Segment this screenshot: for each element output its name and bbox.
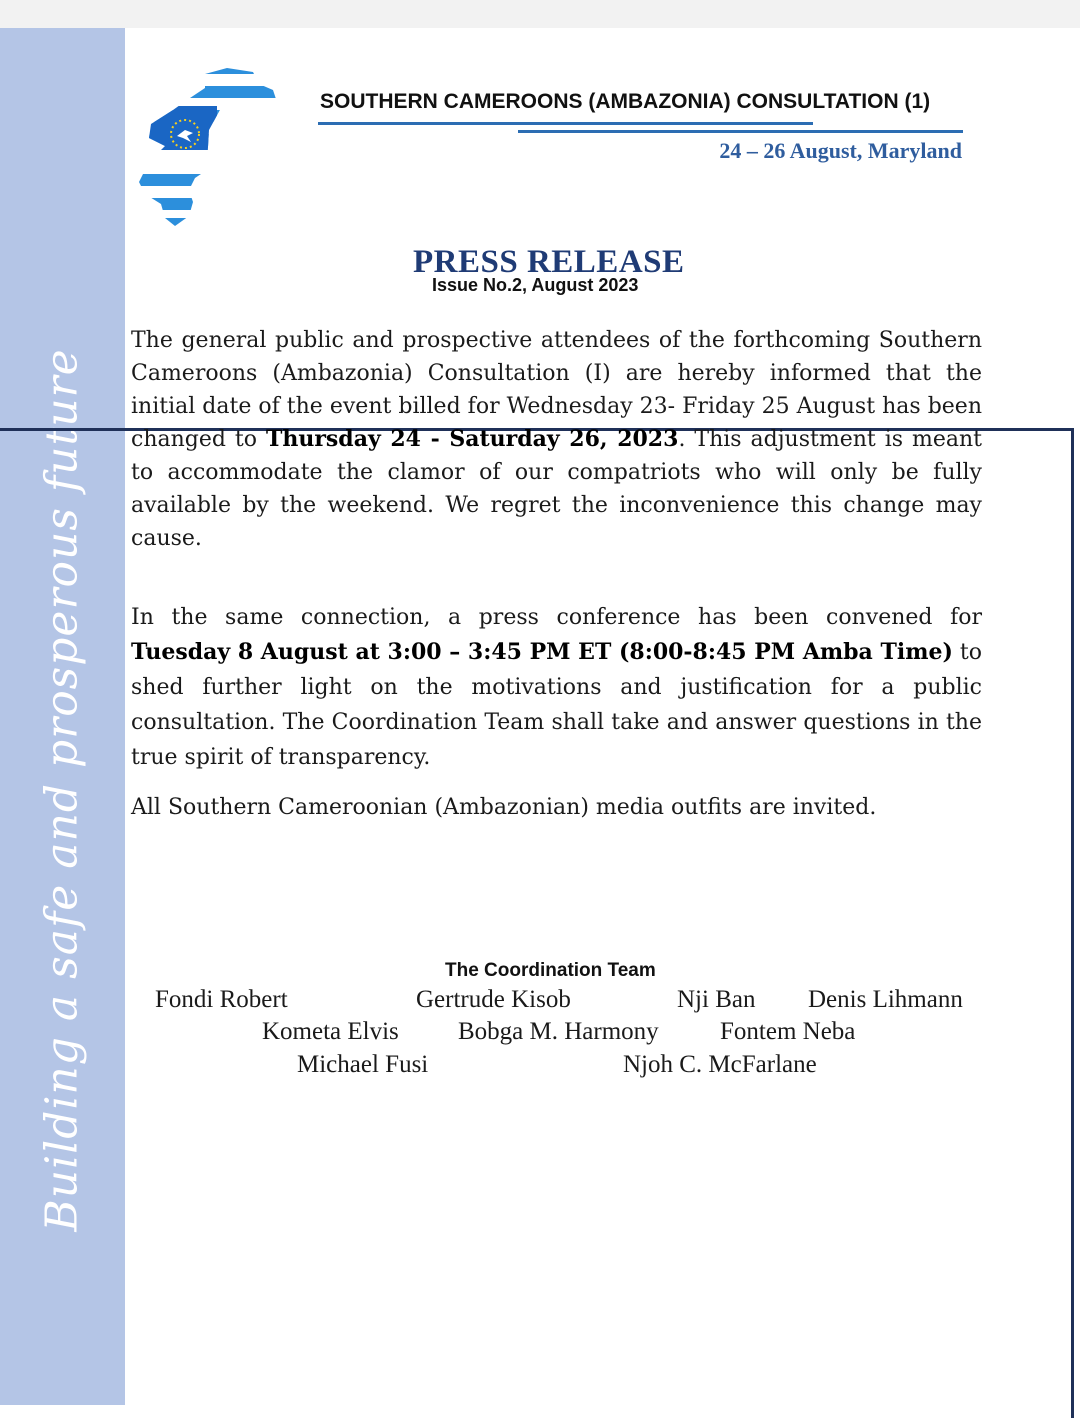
consultation-title: SOUTHERN CAMEROONS (AMBAZONIA) CONSULTATION (1) <box>320 90 931 113</box>
page-frame <box>0 428 1074 1418</box>
top-bar <box>0 0 1080 28</box>
header-rule <box>518 130 963 133</box>
team-member: Gertrude Kisob <box>416 986 571 1013</box>
paragraph-media-invite: All Southern Cameroonian (Ambazonian) media outfits are invited. <box>131 795 877 820</box>
team-member: Njoh C. McFarlane <box>623 1051 817 1078</box>
team-heading: The Coordination Team <box>445 960 656 981</box>
team-member: Michael Fusi <box>297 1051 429 1078</box>
ambazonia-map-flag-icon <box>135 66 280 228</box>
press-release-title: PRESS RELEASE <box>413 244 685 280</box>
team-member: Fondi Robert <box>155 986 288 1013</box>
event-dates: 24 – 26 August, Maryland <box>719 138 962 163</box>
paragraph-date-change: The general public and prospective attendees of the forthcoming Southern Cameroons (Ambazonia) Consultation (I) are hereby informed that the initial date of the event billed for Wednesday 23- Friday 25 August has been changed to Thursday 24 - Saturday 26, 2023. This adjustment is meant to accommodate the clamor of our compatriots who will only be fully available by the weekend. We regret the inconvenience this change may cause. <box>131 328 982 551</box>
team-member: Nji Ban <box>677 986 756 1013</box>
team-member: Kometa Elvis <box>262 1018 399 1045</box>
team-member: Denis Lihmann <box>808 986 963 1013</box>
header-rule <box>318 122 813 125</box>
issue-line: Issue No.2, August 2023 <box>432 275 639 295</box>
team-member: Fontem Neba <box>720 1018 856 1045</box>
sidebar-slogan: Building a safe and prosperous future <box>36 348 88 1232</box>
paragraph-press-conference: In the same connection, a press conference has been convened for Tuesday 8 August at 3:00 – 3:45 PM ET (8:00-8:45 PM Amba Time) to shed further light on the motivations and justification for a public consultation. The Coordination Team shall take and answer questions in the true spirit of transparency. <box>131 605 982 770</box>
team-member: Bobga M. Harmony <box>458 1018 659 1045</box>
